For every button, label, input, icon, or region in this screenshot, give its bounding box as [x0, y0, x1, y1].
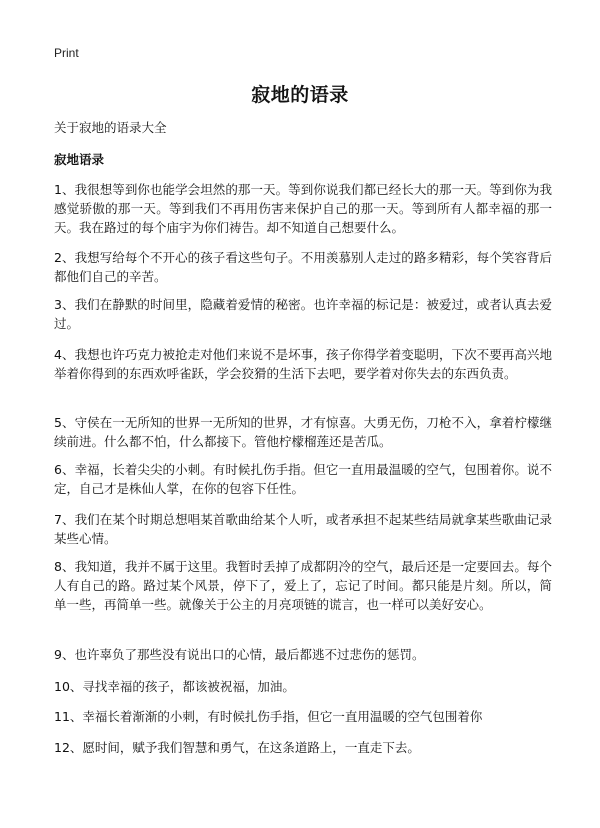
print-link[interactable]: Print — [54, 46, 79, 60]
quote-paragraph: 3、我们在静默的时间里，隐藏着爱情的秘密。也许幸福的标记是：被爱过，或者认真去爱过。 — [54, 297, 552, 331]
quote-paragraph: 6、幸福，长着尖尖的小刺。有时候扎伤手指。但它一直用最温暖的空气，包围着你。说不定，自己才是株仙人掌，在你的包容下任性。 — [54, 462, 552, 496]
quote-paragraph: 1、我很想等到你也能学会坦然的那一天。等到你说我们都已经长大的那一天。等到你为我感觉骄傲的那一天。等到我们不再用伤害来保护自己的那一天。等到所有人都幸福的那一天。我在路过的每个庙宇为你们祷告。却不知道自己想要什么。 — [54, 182, 552, 235]
page-subtitle: 关于寂地的语录大全 — [54, 120, 167, 135]
section-heading: 寂地语录 — [54, 152, 105, 167]
quote-paragraph: 10、寻找幸福的孩子，都该被祝福，加油。 — [54, 679, 295, 694]
quote-paragraph: 9、也许辜负了那些没有说出口的心情，最后都逃不过悲伤的惩罚。 — [54, 647, 425, 662]
quote-paragraph: 4、我想也许巧克力被抢走对他们来说不是坏事，孩子你得学着变聪明，下次不要再高兴地举着你得到的东西欢呼雀跃，学会狡猾的生活下去吧，要学着对你失去的东西负责。 — [54, 347, 552, 381]
quote-paragraph: 8、我知道，我并不属于这里。我暂时丢掉了成都阴冷的空气，最后还是一定要回去。每个人有自己的路。路过某个风景，停下了，爱上了，忘记了时间。都只能是片刻。所以，简单一些，再简单一些。就像关于公主的月亮项链的谎言，也一样可以美好安心。 — [54, 559, 552, 612]
quote-paragraph: 12、愿时间，赋予我们智慧和勇气，在这条道路上，一直走下去。 — [54, 740, 420, 755]
page-title: 寂地的语录 — [251, 84, 349, 106]
quote-paragraph: 2、我想写给每个不开心的孩子看这些句子。不用羡慕别人走过的路多精彩，每个笑容背后都他们自己的辛苦。 — [54, 250, 552, 284]
quote-paragraph: 7、我们在某个时期总想唱某首歌曲给某个人听，或者承担不起某些结局就拿某些歌曲记录某些心情。 — [54, 512, 552, 546]
quote-paragraph: 5、守侯在一无所知的世界一无所知的世界，才有惊喜。大勇无伤，刀枪不入，拿着柠檬继续前进。什么都不怕，什么都接下。管他柠檬榴莲还是苦瓜。 — [54, 415, 552, 449]
quote-paragraph: 11、幸福长着渐渐的小刺，有时候扎伤手指，但它一直用温暖的空气包围着你 — [54, 709, 483, 724]
